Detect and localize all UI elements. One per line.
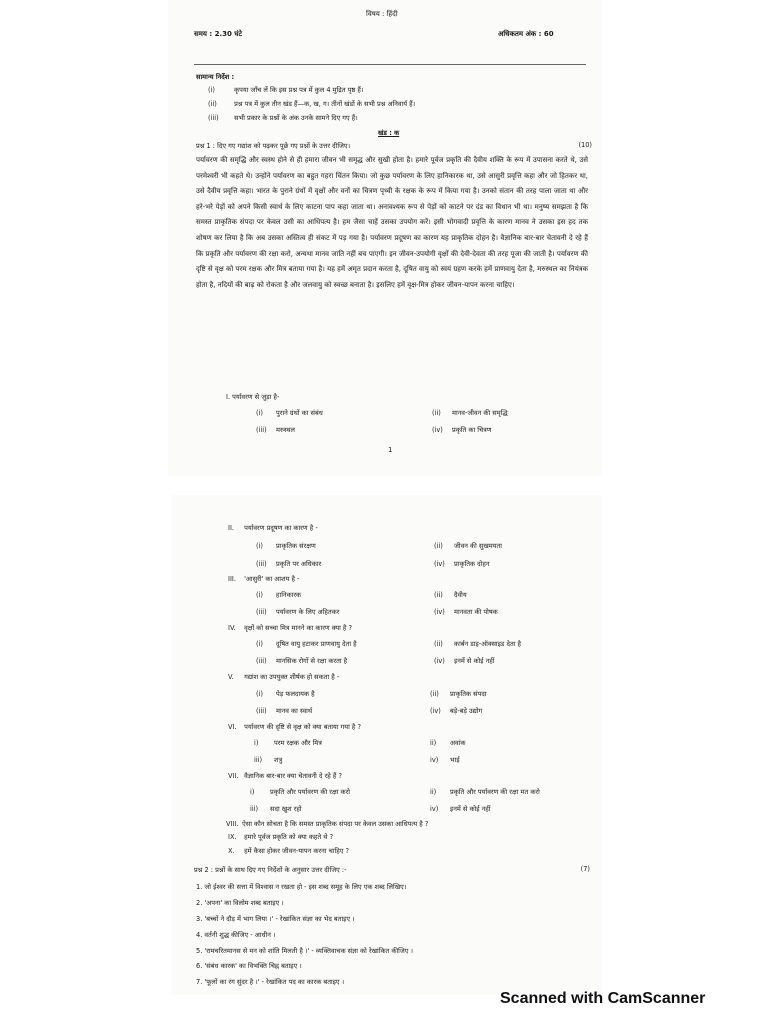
instruction-item: [208, 113, 358, 122]
option-number: (ii): [434, 542, 443, 550]
option-item: [256, 541, 316, 550]
question-2-item: 3. 'बच्चों ने दौड़ में भाग लिया ।' - रेखांकित संज्ञा का भेद बताइए ।: [196, 915, 355, 923]
option-number: (iii): [256, 657, 267, 665]
option-text: प्रकृति का चित्रण: [452, 426, 492, 434]
option-item: [254, 755, 282, 764]
instruction-text: प्रश्न पत्र में कुल तीन खंड हैं—क, ख, ग। तीनों खंडों के सभी प्रश्न अनिवार्य हैं।: [234, 100, 416, 108]
option-number: iv): [430, 805, 439, 813]
option-number: iii): [250, 805, 259, 813]
option-item: [256, 559, 321, 568]
subquestion-text: पर्यावरण प्रदूषण का कारण है -: [244, 524, 318, 532]
instruction-number: (ii): [208, 100, 217, 108]
instruction-text: कृपया जाँच लें कि इस प्रश्न पत्र में कुल 4 मुद्रित पृष्ठ हैं।: [234, 86, 364, 94]
option-text: प्रकृति और पर्यावरण की रक्षा करो: [270, 788, 350, 796]
option-number: (iv): [434, 657, 445, 665]
option-text: इनमें से कोई नहीं: [454, 657, 495, 665]
option-number: ii): [430, 788, 437, 796]
option-item: [434, 590, 467, 599]
option-number: (iii): [256, 608, 267, 616]
option-text: प्राकृतिक संरक्षण: [276, 542, 316, 550]
subquestion-stem: [228, 722, 361, 731]
option-number: ii): [430, 739, 437, 747]
option-text: शत्रु: [274, 756, 283, 764]
subquestion-stem: [228, 672, 339, 681]
option-text: इनमें से कोई नहीं: [450, 805, 491, 813]
option-text: दैवीय: [454, 591, 467, 599]
option-text: परम रक्षक और मित्र: [274, 739, 322, 747]
option-text: सदा खुश रहो: [270, 805, 302, 813]
option-number: (iii): [256, 426, 267, 434]
option-item: [256, 607, 339, 616]
option-item: [256, 706, 312, 715]
option-number: (iv): [432, 426, 443, 434]
general-instructions-title: सामान्य निर्देश :: [196, 73, 235, 81]
instruction-text: सभी प्रकार के प्रश्नों के अंक उनके सामने दिए गए हैं।: [234, 114, 358, 122]
instruction-number: (iii): [208, 114, 219, 122]
option-number: i): [254, 739, 259, 747]
option-number: (ii): [430, 690, 439, 698]
option-item: [254, 738, 322, 747]
subquestion-text: वृक्षों को सच्चा मित्र मानने का कारण क्या है ?: [244, 624, 353, 632]
subquestion-text: वैज्ञानिक बार-बार क्या चेतावनी दे रहे हैं ?: [244, 772, 342, 780]
subquestion-stem: [226, 819, 428, 828]
option-item: [430, 787, 540, 796]
subquestion-number: I.: [226, 393, 231, 401]
option-number: (i): [256, 409, 263, 417]
subject-heading: विषय : हिंदी: [366, 10, 398, 18]
option-text: जीवन की सुखमयता: [454, 542, 502, 550]
subquestion-number: V.: [228, 673, 234, 681]
option-text: पर्यावरण के लिए अहितकर: [276, 608, 340, 616]
option-text: प्रकृति और पर्यावरण की रक्षा मत करो: [450, 788, 540, 796]
subquestion-number: VI.: [228, 723, 237, 731]
question-1-prompt: प्रश्न 1 : दिए गए गद्यांश को पढ़कर पूछे गए प्रश्नों के उत्तर दीजिए।: [196, 142, 351, 150]
option-text: पेड़ फलदायक है: [276, 690, 315, 698]
section-a-heading: खंड : क: [378, 129, 400, 137]
subquestion-stem: [228, 771, 342, 780]
option-text: कार्बन डाइ-ऑक्साइड देता है: [454, 640, 522, 648]
max-marks-label: अधिकतम अंक : 60: [498, 30, 554, 38]
question-2-marks: (7): [580, 865, 590, 873]
option-number: (iv): [430, 707, 441, 715]
option-item: [430, 804, 490, 813]
option-item: [434, 559, 490, 568]
option-item: [256, 656, 347, 665]
option-text: पुराने ग्रंथों का संबंध: [276, 409, 323, 417]
option-item: [256, 639, 357, 648]
subquestion-stem: [228, 523, 318, 532]
question-2-prompt: प्रश्न 2 : प्रश्नों के साथ दिए गए निर्देशों के अनुसार उत्तर दीजिए :-: [194, 866, 347, 874]
option-item: [430, 755, 460, 764]
question-2-header: [194, 865, 590, 874]
subquestion-number: II.: [228, 524, 234, 532]
option-item: [256, 590, 301, 599]
subquestion-stem: [228, 574, 299, 583]
time-label: समय : 2.30 घंटे: [194, 30, 243, 38]
option-item: [250, 804, 302, 813]
subquestion-number: IX.: [228, 833, 237, 841]
option-item: [256, 689, 315, 698]
question-paper-page-2: [172, 495, 602, 995]
option-number: iii): [254, 756, 263, 764]
subquestion-stem: [228, 832, 333, 841]
subquestion-text: हमें कैसा होकर जीवन-यापन करना चाहिए ?: [244, 847, 349, 855]
camscanner-watermark: Scanned with CamScanner: [500, 990, 706, 1007]
option-number: (i): [256, 640, 263, 648]
option-text: प्रकृति पर अधिकार: [276, 560, 322, 568]
option-number: (iii): [256, 560, 267, 568]
subquestion-text: 'आसुरी' का आशय है -: [244, 575, 300, 583]
subquestion-stem: [228, 623, 352, 632]
option-item: [430, 689, 487, 698]
option-item: [432, 408, 508, 417]
instruction-item: [208, 85, 363, 94]
instruction-item: [208, 99, 415, 108]
question-1-header: [196, 141, 592, 150]
option-text: बड़े-बड़े उद्योग: [450, 707, 483, 715]
subquestion-number: X.: [228, 847, 235, 855]
option-text: मरुस्थल: [276, 426, 296, 434]
option-text: मानसिक रोगों से रक्षा करता है: [276, 657, 348, 665]
option-item: [430, 738, 465, 747]
question-2-item: 2. 'अपना' का विलोम शब्द बताइए ।: [196, 899, 284, 907]
question-2-item: 5. 'रामचरितमानस से मन को शांति मिलती है ।' - व्यक्तिवाचक संज्ञा को रेखांकित कीजिए ।: [196, 947, 413, 955]
header-divider: [194, 64, 586, 65]
option-number: (iii): [256, 707, 267, 715]
subquestion-number: IV.: [228, 624, 236, 632]
subquestion-text: पर्यावरण की दृष्टि से वृक्ष को क्या बताया गया है ?: [244, 723, 361, 731]
option-item: [250, 787, 350, 796]
subquestion-number: VII.: [228, 772, 239, 780]
option-item: [434, 656, 494, 665]
option-text: मानव का स्वार्थ: [276, 707, 313, 715]
option-number: (i): [256, 542, 263, 550]
option-text: मानव-जीवन की समृद्धि: [452, 409, 508, 417]
option-item: [434, 607, 498, 616]
option-number: (iv): [434, 608, 445, 616]
question-2-item: 6. 'संबंध कारक' का विभक्ति चिह्न बताइए ।: [196, 962, 302, 970]
instruction-number: (i): [208, 86, 215, 94]
option-item: [434, 541, 502, 550]
option-number: (ii): [434, 591, 443, 599]
subquestion-text: गद्यांश का उपयुक्त शीर्षक हो सकता है -: [244, 673, 340, 681]
question-2-item: 1. जो ईश्वर की सत्ता में विश्वास न रखता हो - इस शब्द समूह के लिए एक शब्द लिखिए।: [196, 883, 407, 891]
option-text: हानिकारक: [276, 591, 302, 599]
subquestion-stem: [226, 392, 279, 401]
question-paper-page-1: [168, 0, 602, 476]
subquestion-text: हमारे पूर्वज प्रकृति को क्या कहते थे ?: [244, 833, 334, 841]
option-number: iv): [430, 756, 439, 764]
option-text: मानवता की पोषक: [454, 608, 498, 616]
option-text: प्राकृतिक संपदा: [450, 690, 487, 698]
subquestion-number: VIII.: [226, 820, 239, 828]
option-text: भाई: [450, 756, 460, 764]
option-number: (ii): [434, 640, 443, 648]
option-number: (ii): [432, 409, 441, 417]
option-number: (iv): [434, 560, 445, 568]
reading-passage: पर्यावरण की समृद्धि और स्वस्थ होने से ही हमारा जीवन भी समृद्ध और सुखी होता है। हमारे पूर्वज प्रकृति की दैवीय शक्ति के रूप में उपासना करते थे, उसे परमेश्वरी भी कहते थे। उन्होंने पर्यावरण का बहुत गहरा चिंतन किया। जो कुछ पर्यावरण के लिए हानिकारक था, उसे आसुरी प्रवृत्ति कहा और जो हितकर था, उसे दैवीय प्रवृत्ति कहा। भारत के पुराने ग्रंथों में वृक्षों और वनों का चित्रण पृथ्वी के रक्षक के रूप में किया गया है। उनको संतान की तरह पाला जाता था और हरे-भरे पेड़ों को अपने किसी स्वार्थ के लिए काटना पाप कहा जाता था। अनावश्यक रूप से पेड़ों को काटने पर दंड का विधान भी था। मनुष्य समझता है कि समस्त प्राकृतिक संपदा पर केवल उसी का आधिपत्य है। हम जैसा चाहें उसका उपयोग करें। इसी भोगवादी प्रवृत्ति के कारण मानव ने उसका इस हद तक शोषण कर लिया है कि अब उसका अस्तित्व ही संकट में पड़ गया है। पर्यावरण प्रदूषण का कारण यह प्राकृतिक दोहन है। वैज्ञानिक बार-बार चेतावनी दे रहे हैं कि प्रकृति और पर्यावरण की रक्षा करो, अन्यथा मानव जाति नहीं बच पाएगी। इन जीवन-उपयोगी वृक्षों की देवी-देवता की तरह पूजा की जाती है। पर्यावरण की दृष्टि से वृक्ष को परम रक्षक और मित्र बताया गया है। यह हमें अमृत प्रदान करता है, दूषित वायु को स्वयं ग्रहण करके हमें प्राणवायु देता है, मरुस्थल का नियंत्रक होता है, नदियों की बाढ़ को रोकता है और जलवायु को स्वच्छ बनाता है। इसलिए हमें वृक्ष-मित्र होकर जीवन-यापन करना चाहिए।: [196, 156, 588, 289]
option-item: [256, 425, 295, 434]
option-number: (i): [256, 690, 263, 698]
subquestion-number: III.: [228, 575, 236, 583]
option-item: [256, 408, 323, 417]
question-2-item: 7. 'फूलों का रंग सुंदर है ।' - रेखांकित पद का कारक बताइए ।: [196, 978, 345, 986]
question-1-marks: (10): [578, 141, 592, 149]
option-text: प्राकृतिक दोहन: [454, 560, 490, 568]
option-text: दूषित वायु हटाकर प्राणवायु देता है: [276, 640, 357, 648]
option-text: अवांक: [450, 739, 466, 747]
subquestion-stem: [228, 846, 349, 855]
page-number: 1: [388, 446, 393, 454]
option-number: (i): [256, 591, 263, 599]
subquestion-text: ऐसा कौन सोचता है कि समस्त प्राकृतिक संपदा पर केवल उसका आधिपत्य है ?: [242, 820, 429, 828]
question-2-item: 4. वर्तनी शुद्ध कीजिए - आधीन ।: [196, 931, 276, 939]
option-item: [434, 639, 521, 648]
option-item: [430, 706, 482, 715]
option-number: i): [250, 788, 255, 796]
subquestion-text: पर्यावरण से जुड़ा है-: [232, 393, 280, 401]
option-item: [432, 425, 492, 434]
